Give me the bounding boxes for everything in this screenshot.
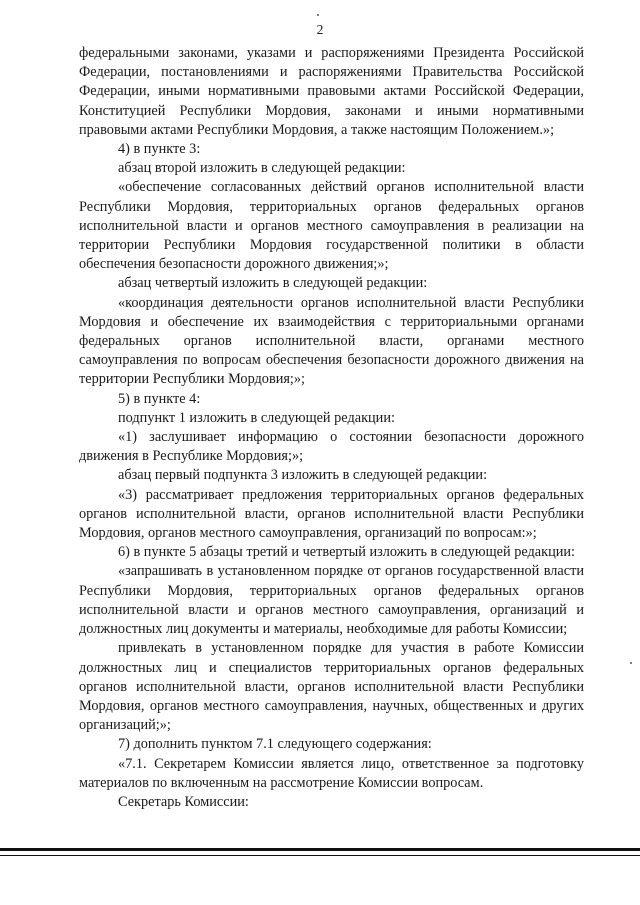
paragraph: абзац второй изложить в следующей редакции: xyxy=(118,160,406,177)
scan-speck xyxy=(317,14,319,16)
paragraph: абзац первый подпункта 3 изложить в следующей редакции: xyxy=(118,467,488,484)
paragraph: 4) в пункте 3: xyxy=(118,141,201,158)
paragraph: «обеспечение согласованных действий органов исполнительной власти Республики Мордовия, территориальных органов федеральных органов исполнительной власти и органов местного самоуправления в реализации на территории Республики Мордовия государственной политики в области обеспечения безопасности дорожного движения;»; xyxy=(79,179,584,273)
document-body xyxy=(79,44,584,812)
paragraph: «координация деятельности органов исполнительной власти Республики Мордовия и обеспечение их взаимодействия с территориальными органами федеральных органов исполнительной власти, органами местного самоуправления по вопросам обеспечения безопасности дорожного движения на территории Республики Мордовия;»; xyxy=(79,294,584,388)
paragraph: 5) в пункте 4: xyxy=(118,390,201,407)
paragraph: «3) рассматривает предложения территориальных органов федеральных органов исполнительной власти, органов исполнительной власти Республики Мордовия, органов местного самоуправления, организаций по вопросам:»; xyxy=(79,486,584,542)
paragraph: «запрашивать в установленном порядке от органов государственной власти Республики Мордовия, территориальных органов федеральных органов исполнительной власти и органов местного самоуправления, организаций и должностных лиц документы и материалы, необходимые для работы Комиссии; xyxy=(79,563,584,638)
paragraph: подпункт 1 изложить в следующей редакции: xyxy=(118,409,395,426)
paragraph: 6) в пункте 5 абзацы третий и четвертый изложить в следующей редакции: xyxy=(118,544,575,561)
paragraph: привлекать в установленном порядке для участия в работе Комиссии должностных лиц и специалистов территориальных органов федеральных органов исполнительной власти, органов исполнительной власти Республики Мордовия, органов местного самоуправления, научных, общественных и других организаций;»; xyxy=(79,640,584,734)
paragraph: 7) дополнить пунктом 7.1 следующего содержания: xyxy=(118,736,432,753)
paragraph: федеральными законами, указами и распоряжениями Президента Российской Федерации, постановлениями и распоряжениями Правительства Российской Федерации, иными нормативными правовыми актами Российской Федерации, Конституцией Республики Мордовия, законами и иными нормативными правовыми актами Республики Мордовия, а также настоящим Положением.»; xyxy=(79,45,584,138)
paragraph: «7.1. Секретарем Комиссии является лицо, ответственное за подготовку материалов по включенным на рассмотрение Комиссии вопросам. xyxy=(79,755,584,791)
paragraph: Секретарь Комиссии: xyxy=(118,793,249,810)
page-number: 2 xyxy=(316,22,324,37)
scan-speck xyxy=(630,662,632,664)
scan-edge-rule xyxy=(0,848,640,851)
paragraph: абзац четвертый изложить в следующей редакции: xyxy=(118,275,428,292)
paragraph: «1) заслушивает информацию о состоянии безопасности дорожного движения в Республике Мордовия;»; xyxy=(79,429,584,465)
scan-edge-rule-thin xyxy=(0,855,640,856)
